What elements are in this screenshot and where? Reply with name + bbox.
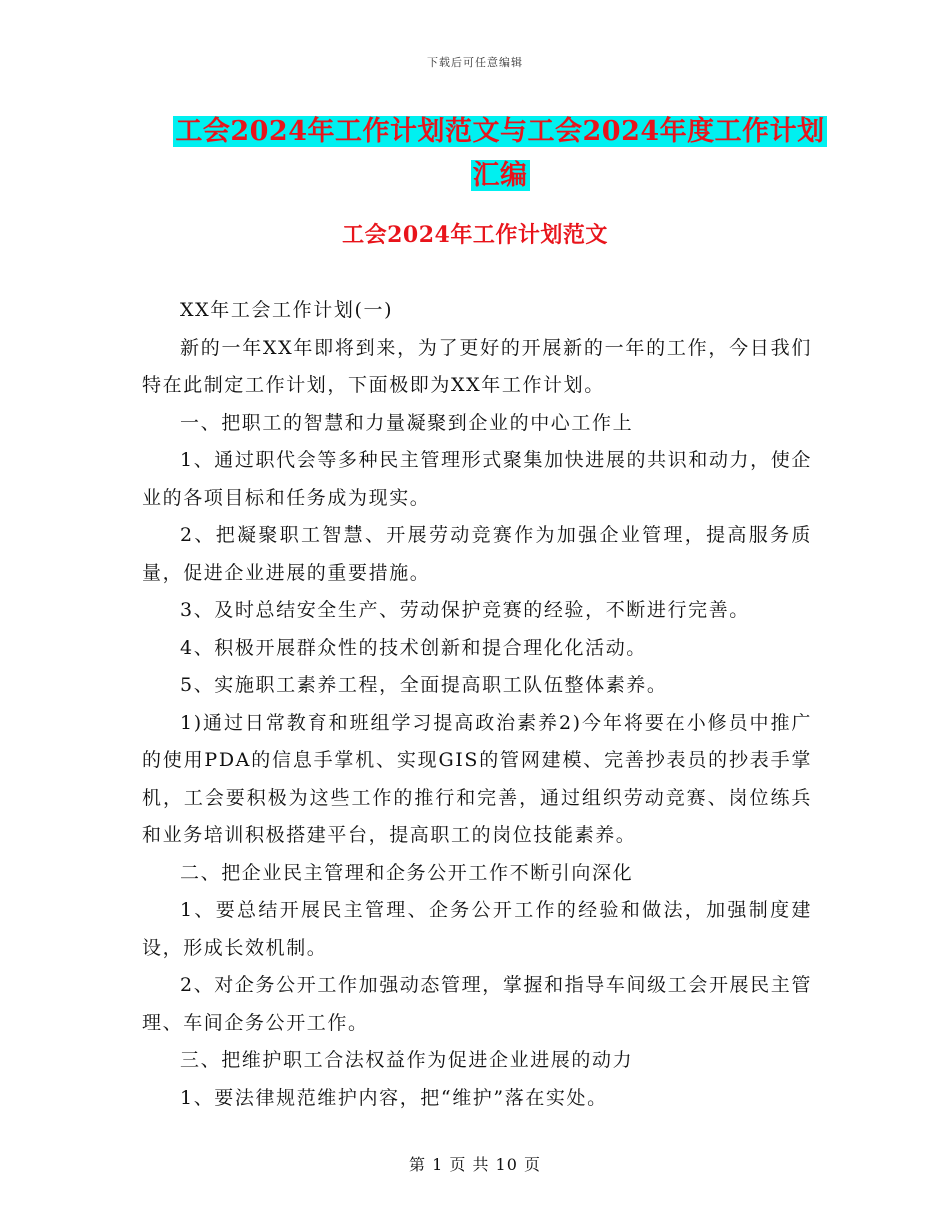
document-title-line-2: 汇编 [472,160,528,191]
paragraph: 1、要总结开展民主管理、企务公开工作的经验和做法，加强制度建设，形成长效机制。 [142,899,812,959]
paragraph: 一、把职工的智慧和力量凝聚到企业的中心工作上 [180,411,634,434]
paragraph: 4、积极开展群众性的技术创新和提合理化化活动。 [180,636,647,659]
paragraph: 三、把维护职工合法权益作为促进企业进展的动力 [180,1049,634,1071]
document-title-line-1: 工会2024年工作计划范文与工会2024年度工作计划 [175,116,825,147]
paragraph: 1)通过日常教育和班组学习提高政治素养2)今年将要在小修员中推广的使用PDA的信息手掌机、实现GIS的管网建模、完善抄表员的抄表手掌机，工会要积极为这些工作的推行和完善，通过组织劳动竞赛、岗位练兵和业务培训积极搭建平台，提高职工的岗位技能素养。 [142,711,812,846]
page-header: 下载后可任意编辑 [427,56,523,69]
paragraph: 3、及时总结安全生产、劳动保护竞赛的经验，不断进行完善。 [180,599,750,621]
paragraph: XX年工会工作计划(一) [180,299,394,321]
paragraph: 1、通过职代会等多种民主管理形式聚集加快进展的共识和动力，使企业的各项目标和任务成为现实。 [142,449,812,509]
paragraph: 新的一年XX年即将到来，为了更好的开展新的一年的工作，今日我们特在此制定工作计划，下面极即为XX年工作计划。 [142,336,812,396]
page-footer: 第 1 页 共 10 页 [409,1155,541,1174]
paragraph: 二、把企业民主管理和企务公开工作不断引向深化 [180,861,634,884]
paragraph: 2、把凝聚职工智慧、开展劳动竞赛作为加强企业管理，提高服务质量，促进企业进展的重要措施。 [142,524,812,584]
paragraph: 2、对企务公开工作加强动态管理，掌握和指导车间级工会开展民主管理、车间企务公开工作。 [142,974,812,1034]
document-title [140,110,860,198]
document-body [142,292,812,1117]
paragraph: 1、要法律规范维护内容，把“维护”落在实处。 [180,1086,608,1109]
paragraph: 5、实施职工素养工程，全面提高职工队伍整体素养。 [180,674,668,696]
section-title: 工会2024年工作计划范文 [342,222,608,248]
